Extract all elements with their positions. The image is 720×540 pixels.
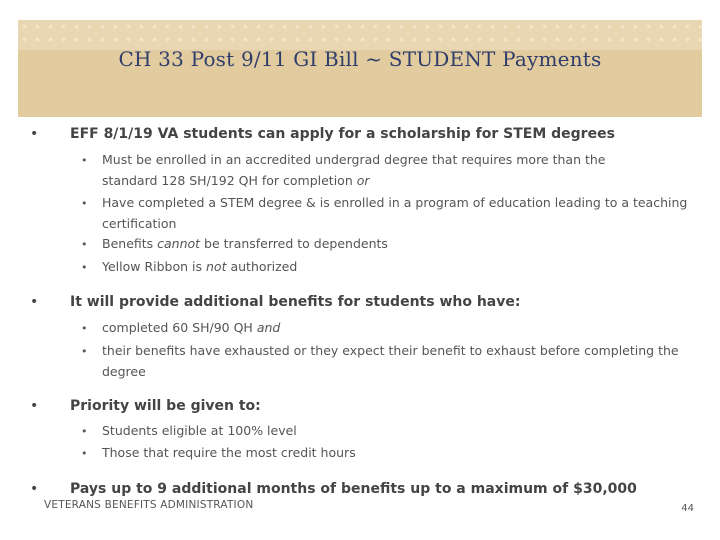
list-item: Benefits cannot be transferred to dependents: [102, 236, 388, 251]
bullet-icon: •: [30, 294, 39, 310]
list-item: Students eligible at 100% level: [102, 423, 297, 438]
sub-bullet-icon: •: [81, 197, 88, 210]
section-heading: It will provide additional benefits for students who have:: [70, 294, 521, 310]
list-item: Those that require the most credit hours: [102, 445, 356, 460]
slide-title: CH 33 Post 9/11 GI Bill ~ STUDENT Payments: [118, 47, 602, 71]
sub-bullet-icon: •: [81, 261, 88, 274]
footer-organization: VETERANS BENEFITS ADMINISTRATION: [44, 499, 254, 511]
bullet-icon: •: [30, 126, 39, 142]
sub-bullet-icon: •: [81, 154, 88, 167]
list-item: Have completed a STEM degree & is enrolled in a program of education leading to a teaching certification: [102, 195, 688, 231]
page-number: 44: [681, 503, 694, 514]
list-item: their benefits have exhausted or they expect their benefit to exhaust before completing the degree: [102, 343, 679, 379]
sub-bullet-icon: •: [81, 322, 88, 335]
section-heading: EFF 8/1/19 VA students can apply for a scholarship for STEM degrees: [70, 126, 615, 142]
bullet-icon: •: [30, 481, 39, 497]
sub-bullet-icon: •: [81, 238, 88, 251]
list-item: Must be enrolled in an accredited undergrad degree that requires more than the standard 128 SH/192 QH for completion or: [102, 152, 606, 188]
sub-bullet-icon: •: [81, 345, 88, 358]
sub-bullet-icon: •: [81, 425, 88, 438]
bullet-icon: •: [30, 398, 39, 414]
list-item: completed 60 SH/90 QH and: [102, 320, 281, 335]
list-item: Yellow Ribbon is not authorized: [102, 259, 298, 274]
section-heading: Pays up to 9 additional months of benefits up to a maximum of $30,000: [70, 481, 637, 497]
section-heading: Priority will be given to:: [70, 398, 261, 414]
sub-bullet-icon: •: [81, 447, 88, 460]
